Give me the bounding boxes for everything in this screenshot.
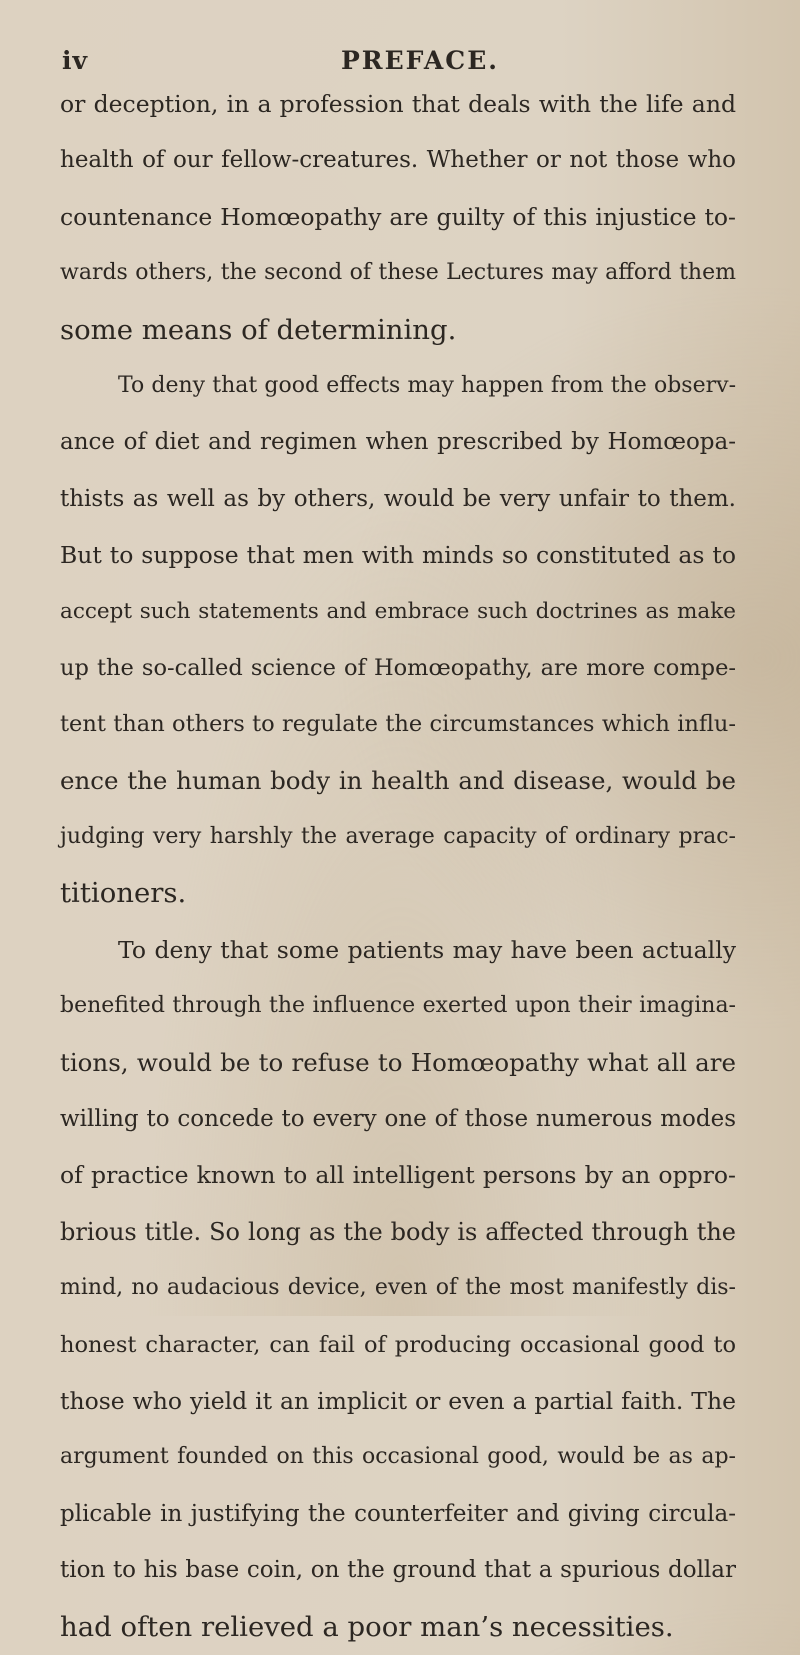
body-text <box>60 76 736 1655</box>
running-head: PREFACE. <box>341 46 499 75</box>
text-line: argument founded on this occasional good, would be as ap- <box>60 1444 736 1470</box>
text-line: some means of determining. <box>60 313 457 346</box>
text-line: brious title. So long as the body is affected through the <box>60 1217 736 1246</box>
text-line: willing to concede to every one of those numerous modes <box>60 1106 736 1133</box>
text-line: accept such statements and embrace such doctrines as make <box>60 598 736 624</box>
text-line: thists as well as by others, would be very unfair to them. <box>60 485 736 512</box>
text-line: mind, no audacious device, even of the most manifestly dis- <box>60 1275 736 1301</box>
text-line: judging very harshly the average capacity of ordinary prac- <box>60 824 736 850</box>
text-line: benefited through the influence exerted upon their imagina- <box>60 993 736 1019</box>
text-line: But to suppose that men with minds so constituted as to <box>60 541 736 570</box>
text-line: or deception, in a profession that deals with the life and <box>60 90 736 118</box>
text-line: To deny that good effects may happen from the observ- <box>118 372 736 398</box>
text-line: had often relieved a poor man’s necessities. <box>60 1610 674 1643</box>
page-number: iv <box>62 46 89 75</box>
text-line: wards others, the second of these Lectures may afford them <box>60 260 736 286</box>
text-line: plicable in justifying the counterfeiter and giving circula- <box>60 1500 736 1527</box>
text-line: of practice known to all intelligent persons by an oppro- <box>60 1161 736 1190</box>
text-line: tent than others to regulate the circumstances which influ- <box>60 711 736 738</box>
paragraph-1 <box>60 76 736 358</box>
text-line: honest character, can fail of producing occasional good to <box>60 1331 736 1358</box>
text-line: health of our fellow-creatures. Whether or not those who <box>60 147 736 174</box>
text-line: To deny that some patients may have been actually <box>118 935 736 964</box>
text-line: tion to his base coin, on the ground that a spurious dollar <box>60 1557 736 1584</box>
text-line: tions, would be to refuse to Homœopathy what all are <box>60 1047 736 1077</box>
text-line: ence the human body in health and disease, would be <box>60 765 736 795</box>
text-line: up the so-called science of Homœopathy, are more compe- <box>60 654 736 681</box>
paragraph-2 <box>60 358 736 922</box>
text-line: ance of diet and regimen when prescribed by Homœopa- <box>60 429 736 456</box>
text-line: those who yield it an implicit or even a partial faith. The <box>60 1386 736 1415</box>
paragraph-3 <box>60 922 736 1655</box>
text-line: countenance Homœopathy are guilty of this injustice to- <box>60 202 736 231</box>
text-line: titioners. <box>60 877 187 910</box>
